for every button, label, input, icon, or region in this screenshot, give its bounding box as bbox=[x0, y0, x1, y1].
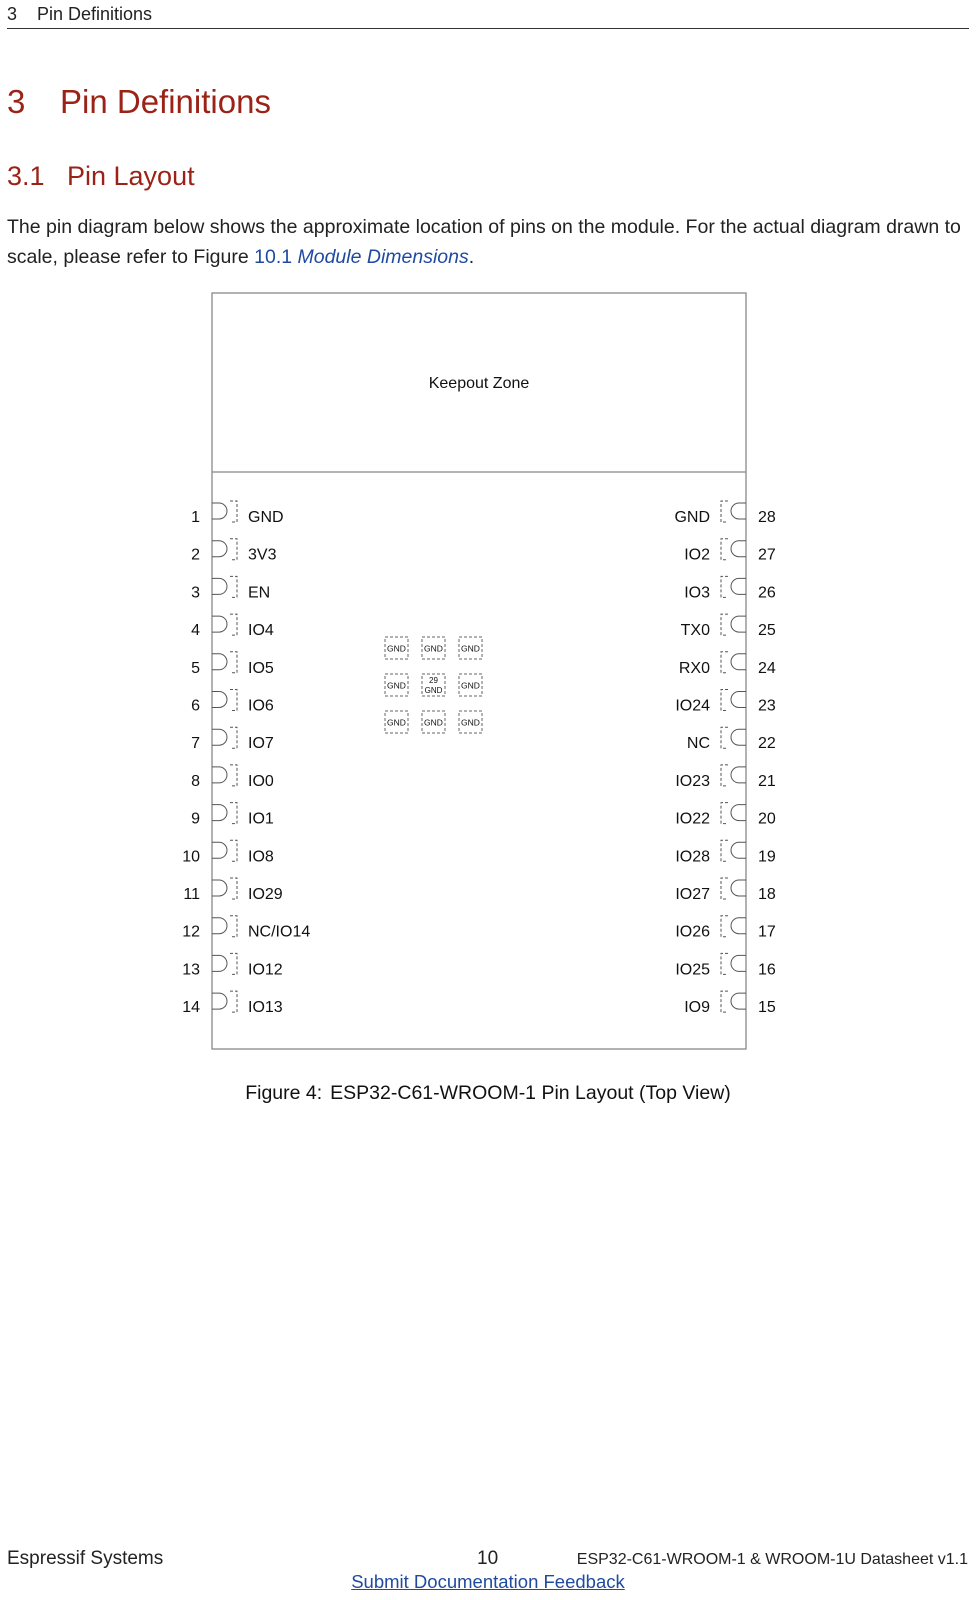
pin-5 bbox=[191, 652, 274, 677]
pin-pad bbox=[721, 991, 746, 1012]
pin-13 bbox=[182, 953, 283, 978]
pin-pad bbox=[721, 878, 746, 899]
pin-number: 3 bbox=[191, 584, 200, 602]
pin-15 bbox=[684, 991, 776, 1016]
pin-name: GND bbox=[248, 509, 284, 526]
pin-23 bbox=[675, 690, 776, 715]
center-pad bbox=[422, 674, 445, 696]
pin-27 bbox=[684, 539, 776, 564]
pin-pad bbox=[212, 727, 237, 748]
pin-pad bbox=[212, 991, 237, 1012]
center-pad bbox=[385, 674, 408, 696]
pin-name: IO27 bbox=[675, 886, 710, 903]
pin-number: 22 bbox=[758, 735, 776, 753]
pin-name: IO8 bbox=[248, 848, 274, 866]
pad-label: GND bbox=[387, 643, 406, 654]
pin-14 bbox=[182, 991, 283, 1016]
pin-number: 24 bbox=[758, 659, 776, 677]
pins-group bbox=[182, 501, 776, 1016]
pin-pad bbox=[212, 765, 237, 786]
pin-number: 20 bbox=[758, 810, 776, 828]
pin-pad bbox=[212, 878, 237, 899]
center-pad bbox=[459, 711, 482, 733]
section-title: Pin Definitions bbox=[60, 83, 271, 120]
intro-text: The pin diagram below shows the approximate location of pins on the module. For the actual diagram drawn to scale, please refer to Figure bbox=[7, 216, 961, 268]
pin-pad bbox=[212, 916, 237, 937]
pin-pad bbox=[212, 614, 237, 635]
center-pad bbox=[385, 711, 408, 733]
submit-feedback-link[interactable]: Submit Documentation Feedback bbox=[351, 1571, 625, 1592]
pin-number: 26 bbox=[758, 584, 776, 602]
figure-ref-link[interactable]: 10.1 bbox=[254, 246, 293, 268]
pin-name: NC bbox=[686, 735, 710, 753]
pin-pad bbox=[212, 576, 237, 597]
pad-label: GND bbox=[387, 680, 406, 691]
pin-4 bbox=[191, 614, 274, 639]
pin-number: 12 bbox=[182, 923, 200, 941]
pin-name: IO23 bbox=[675, 772, 710, 790]
pin-number: 4 bbox=[191, 622, 200, 640]
pin-28 bbox=[674, 501, 775, 526]
footer-page-number: 10 bbox=[477, 1548, 499, 1569]
figure-title: ESP32-C61-WROOM-1 Pin Layout (Top View) bbox=[330, 1082, 731, 1104]
pin-3 bbox=[191, 576, 270, 601]
pin-name: IO28 bbox=[675, 848, 710, 866]
pin-1 bbox=[191, 501, 283, 526]
pin-2 bbox=[191, 539, 276, 564]
pin-pad bbox=[721, 539, 746, 560]
pin-name: IO26 bbox=[675, 923, 710, 941]
pin-pad bbox=[721, 501, 746, 522]
pin-number: 5 bbox=[191, 659, 200, 677]
subsection-number: 3.1 bbox=[7, 161, 45, 191]
pin-pad bbox=[721, 916, 746, 937]
pin-22 bbox=[687, 727, 776, 752]
pin-pad bbox=[212, 803, 237, 824]
pin-name: IO12 bbox=[248, 961, 283, 979]
figure-ref-title-link[interactable]: Module Dimensions bbox=[297, 246, 469, 268]
center-pads-group bbox=[385, 637, 482, 733]
pin-18 bbox=[675, 878, 776, 903]
pin-12 bbox=[182, 916, 310, 941]
pin-name: IO1 bbox=[248, 810, 274, 828]
running-header-title: Pin Definitions bbox=[37, 4, 153, 24]
pin-6 bbox=[191, 690, 274, 715]
pad-label: GND bbox=[424, 643, 443, 654]
figure-label: Figure 4: bbox=[245, 1082, 323, 1104]
footer-company: Espressif Systems bbox=[7, 1548, 164, 1569]
pin-name: IO5 bbox=[248, 659, 274, 677]
pin-number: 15 bbox=[758, 999, 776, 1017]
pin-pad bbox=[721, 765, 746, 786]
pin-number: 18 bbox=[758, 886, 776, 903]
pin-pad bbox=[721, 690, 746, 711]
pin-pad bbox=[212, 652, 237, 673]
pin-name: IO22 bbox=[675, 810, 710, 828]
pin-name: IO29 bbox=[248, 886, 283, 903]
pin-name: IO4 bbox=[248, 622, 274, 640]
pad-label: GND bbox=[424, 717, 443, 728]
pin-7 bbox=[191, 727, 274, 752]
pin-number: 25 bbox=[758, 622, 776, 640]
pin-24 bbox=[679, 652, 776, 677]
pin-name: IO3 bbox=[684, 584, 710, 602]
center-pad bbox=[385, 637, 408, 659]
pin-pad bbox=[212, 840, 237, 861]
pin-name: IO13 bbox=[248, 999, 283, 1017]
pin-name: IO25 bbox=[675, 961, 710, 979]
pin-number: 19 bbox=[758, 848, 776, 866]
pin-number: 9 bbox=[191, 810, 200, 828]
pin-name: TX0 bbox=[680, 622, 710, 640]
pin-19 bbox=[675, 840, 776, 865]
center-pad bbox=[459, 637, 482, 659]
pin-number: 17 bbox=[758, 923, 776, 941]
keepout-zone-label: Keepout Zone bbox=[428, 375, 530, 392]
pin-name: IO6 bbox=[248, 697, 274, 715]
pin-21 bbox=[675, 765, 776, 790]
pin-pad bbox=[212, 501, 237, 522]
pin-name: IO7 bbox=[248, 735, 274, 753]
pin-pad bbox=[721, 576, 746, 597]
center-pad bbox=[422, 711, 445, 733]
pin-pad bbox=[212, 953, 237, 974]
pad-label: GND bbox=[461, 717, 480, 728]
center-pad bbox=[422, 637, 445, 659]
pin-number: 28 bbox=[758, 509, 776, 526]
center-pad bbox=[459, 674, 482, 696]
pin-name: IO2 bbox=[684, 546, 710, 564]
pin-9 bbox=[191, 803, 274, 828]
pin-pad bbox=[721, 803, 746, 824]
pin-pad bbox=[721, 614, 746, 635]
running-header-number: 3 bbox=[7, 4, 18, 24]
pin-number: 6 bbox=[191, 697, 200, 715]
pin-number: 21 bbox=[758, 772, 776, 790]
pin-name: IO9 bbox=[684, 999, 710, 1017]
pin-number: 23 bbox=[758, 697, 776, 715]
pin-number: 27 bbox=[758, 546, 776, 564]
pin-number: 1 bbox=[191, 509, 200, 526]
pin-number: 11 bbox=[183, 886, 200, 903]
pin-11 bbox=[183, 878, 282, 903]
footer-doc-title: ESP32-C61-WROOM-1 & WROOM-1U Datasheet v1.1 bbox=[576, 1551, 968, 1568]
pin-pad bbox=[212, 690, 237, 711]
pin-number: 16 bbox=[758, 961, 776, 979]
pad-label: GND bbox=[387, 717, 406, 728]
pin-name: NC/IO14 bbox=[248, 923, 311, 941]
pin-16 bbox=[675, 953, 776, 978]
pin-name: EN bbox=[248, 584, 271, 602]
pin-number: 13 bbox=[182, 961, 200, 979]
pin-number: 8 bbox=[191, 772, 200, 790]
pin-pad bbox=[721, 727, 746, 748]
pin-number: 7 bbox=[191, 735, 200, 753]
pin-25 bbox=[681, 614, 776, 639]
subsection-title: Pin Layout bbox=[67, 161, 195, 191]
figure-caption bbox=[0, 1082, 976, 1105]
pin-name: IO24 bbox=[675, 697, 710, 715]
pad-label: GND bbox=[461, 643, 480, 654]
pin-number: 14 bbox=[182, 999, 200, 1017]
pad-label: GND bbox=[461, 680, 480, 691]
pin-name: IO0 bbox=[248, 772, 274, 790]
pin-number: 2 bbox=[191, 546, 200, 564]
pin-pad bbox=[721, 953, 746, 974]
pin-pad bbox=[212, 539, 237, 560]
pin-26 bbox=[684, 576, 776, 601]
pin-number: 10 bbox=[182, 848, 200, 866]
pin-name: GND bbox=[674, 509, 710, 526]
section-number: 3 bbox=[7, 83, 26, 120]
pin-name: RX0 bbox=[678, 659, 710, 677]
pin-17 bbox=[675, 916, 776, 941]
pin-8 bbox=[191, 765, 274, 790]
pin-name: 3V3 bbox=[248, 546, 277, 564]
pin-pad bbox=[721, 652, 746, 673]
pad-label: 29 GND bbox=[424, 676, 443, 695]
pin-10 bbox=[182, 840, 274, 865]
intro-text-end: . bbox=[468, 246, 475, 268]
pin-20 bbox=[675, 803, 776, 828]
pin-pad bbox=[721, 840, 746, 861]
